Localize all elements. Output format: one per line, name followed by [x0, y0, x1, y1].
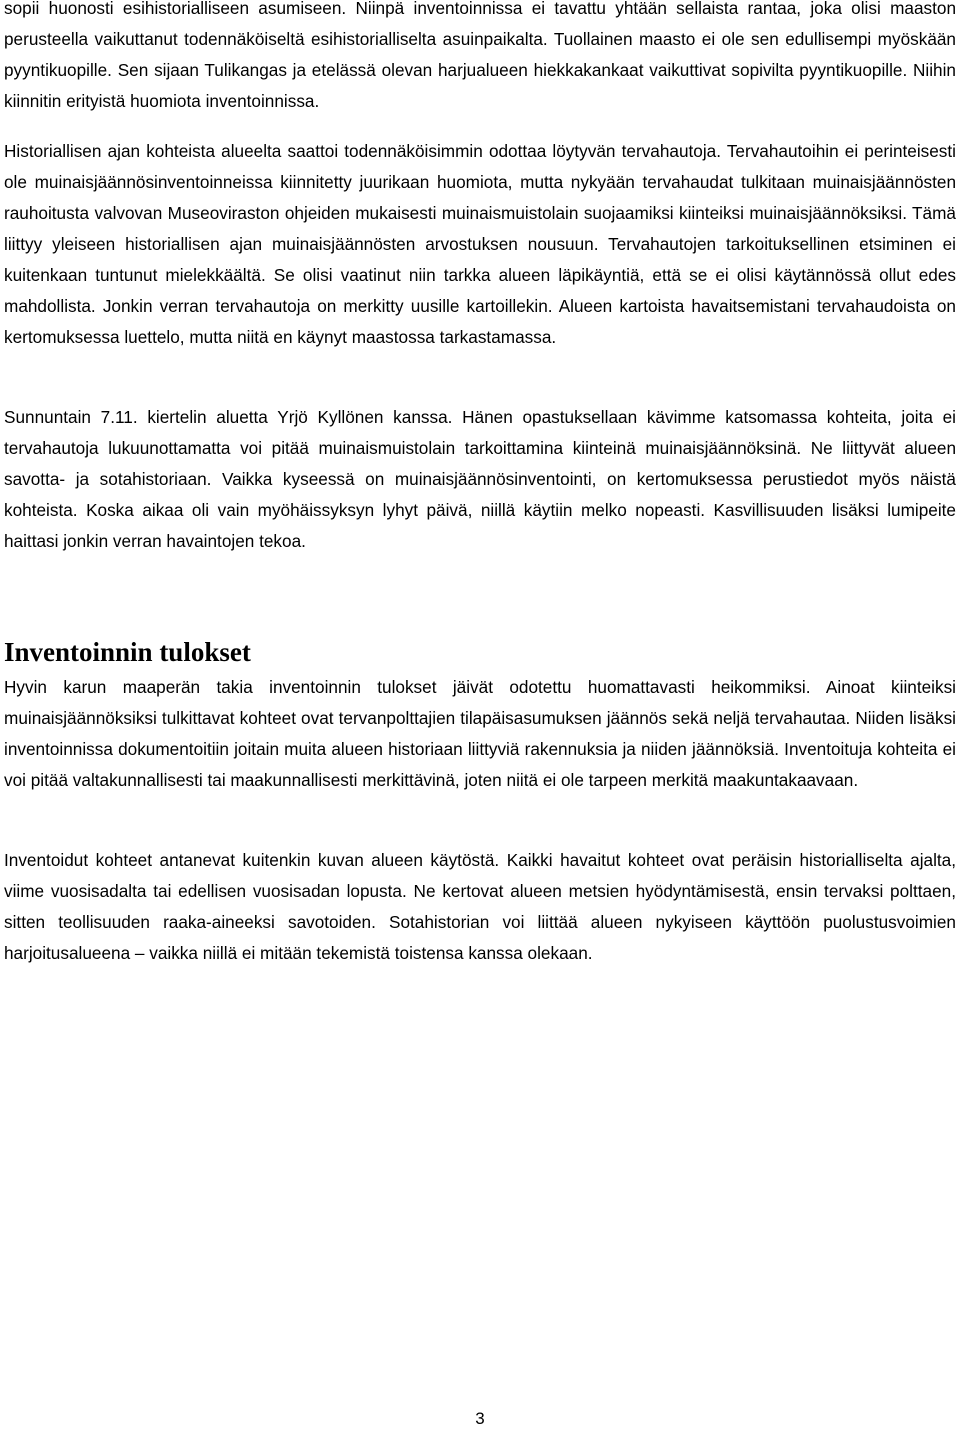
- paragraph-results: Hyvin karun maaperän takia inventoinnin tulokset jäivät odotettu huomattavasti heikommiksi. Ainoat kiinteiksi muinaisjäännöksiksi tulkittavat kohteet ovat tervanpolttajien tilapäisasumuksen jäännös sekä neljä tervahautaa. Niiden lisäksi inventoinnissa dokumentoitiin joitain muita alueen historiaan liittyviä rakennuksia ja niiden jäännöksiä. Inventoituja kohteita ei voi pitää valtakunnallisesti tai maakunnallisesti merkittävinä, joten niitä ei ole tarpeen merkitä maakuntakaavaan.: [4, 677, 956, 790]
- paragraph-historical-sites: Historiallisen ajan kohteista alueelta saattoi todennäköisimmin odottaa löytyvän tervahautoja. Tervahautoihin ei perinteisesti ole muinaisjäännösinventoinneissa kiinnitetty juurikaan huomiota, mutta nykyään tervahaudat tulkitaan muinaisjäännösten rauhoitusta valvovan Museoviraston ohjeiden mukaisesti muinaismuistolain suojaamiksi kiinteiksi muinaisjäännöksiksi. Tämä liittyy yleiseen historiallisen ajan muinaisjäännösten arvostuksen nousuun. Tervahautojen tarkoituksellinen etsiminen ei kuitenkaan tuntunut mielekkäältä. Se olisi vaatinut niin tarkka alueen läpikäyntiä, että se ei olisi käytännössä ollut edes mahdollista. Jonkin verran tervahautoja on merkitty uusille kartoillekin. Alueen kartoista havaitsemistani tervahaudoista on kertomuksessa luettelo, mutta niitä en käynyt maastossa tarkastamassa.: [4, 141, 956, 347]
- paragraph-intro: sopii huonosti esihistorialliseen asumiseen. Niinpä inventoinnissa ei tavattu yhtään sellaista rantaa, joka olisi maaston perusteella vaikuttanut todennäköiseltä esihistorialliselta asuinpaikalta. Tuollainen maasto ei ole sen edullisempi myöskään pyyntikuopille. Sen sijaan Tulikangas ja etelässä olevan harjualueen hiekkakankaat vaikuttivat sopivilta pyyntikuopille. Niihin kiinnitin erityistä huomiota inventoinnissa.: [4, 0, 956, 111]
- page-number: 3: [475, 1409, 485, 1428]
- paragraph-sunday-survey: Sunnuntain 7.11. kiertelin aluetta Yrjö Kyllönen kanssa. Hänen opastuksellaan kävimme katsomassa kohteita, joita ei tervahautoja lukuunottamatta voi pitää muinaismuistolain tarkoittamina kiinteinä muinaisjäännöksinä. Ne liittyvät alueen savotta- ja sotahistoriaan. Vaikka kyseessä on muinaisjäännösinventointi, on kertomuksessa perustiedot myös näistä kohteista. Koska aikaa oli vain myöhäissyksyn lyhyt päivä, niillä käytiin melko nopeasti. Kasvillisuuden lisäksi lumipeite haittasi jonkin verran havaintojen tekoa.: [4, 407, 956, 551]
- paragraph-conclusion: Inventoidut kohteet antanevat kuitenkin kuvan alueen käytöstä. Kaikki havaitut kohteet ovat peräisin historialliselta ajalta, viime vuosisadalta tai edellisen vuosisadan lopusta. Ne kertovat alueen metsien hyödyntämisestä, ensin tervaksi polttaen, sitten teollisuuden raaka-aineeksi savotoiden. Sotahistorian voi liittää alueen nykyiseen käyttöön puolustusvoimien harjoitusalueena – vaikka niillä ei mitään tekemistä toistensa kanssa olekaan.: [4, 850, 956, 963]
- section-heading: Inventoinnin tulokset: [4, 637, 251, 667]
